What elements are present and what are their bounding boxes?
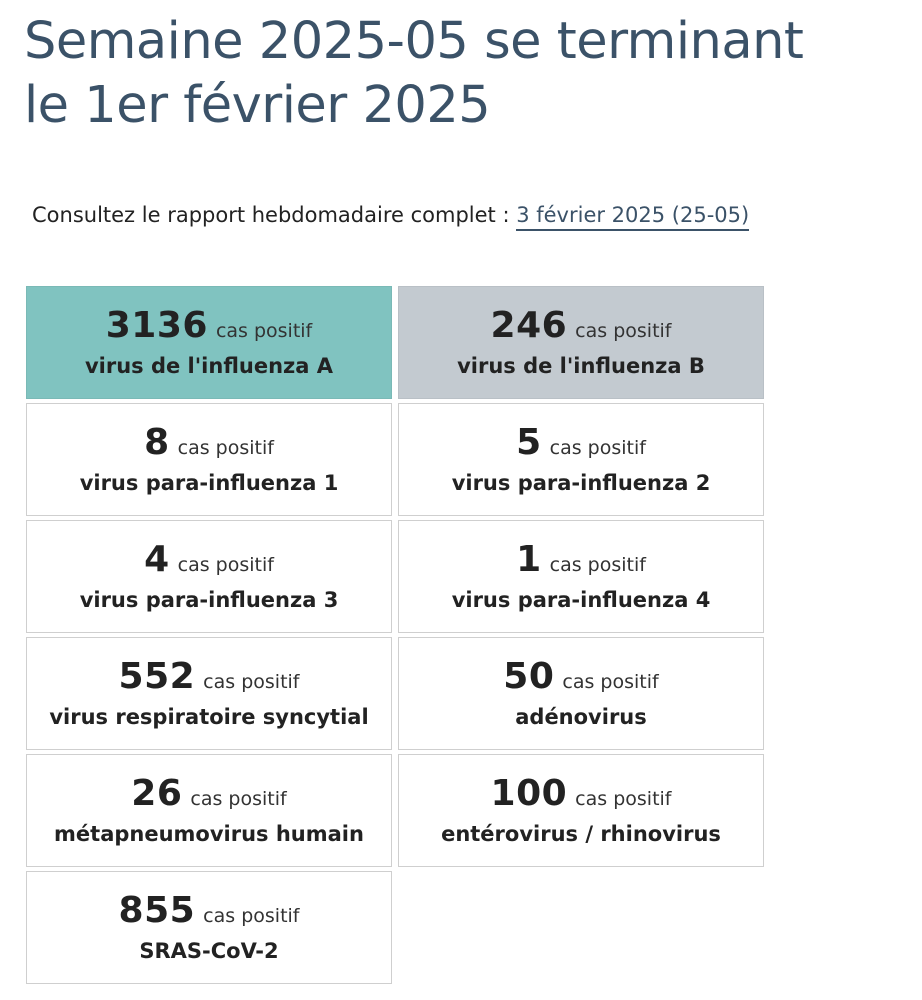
case-unit: cas positif (562, 670, 659, 693)
card-adenovirus[interactable] (398, 637, 764, 750)
card-parainfluenza-4[interactable] (398, 520, 764, 633)
virus-name: entérovirus / rhinovirus (441, 821, 721, 846)
virus-name: métapneumovirus humain (54, 821, 364, 846)
case-unit: cas positif (177, 436, 274, 459)
virus-name: virus para-influenza 2 (451, 470, 711, 495)
case-unit: cas positif (203, 670, 300, 693)
case-unit: cas positif (549, 436, 646, 459)
card-human-metapneumovirus[interactable] (26, 754, 392, 867)
case-count: 246 (490, 304, 568, 346)
virus-name: virus para-influenza 1 (79, 470, 339, 495)
case-unit: cas positif (203, 904, 300, 927)
virus-card-grid (26, 286, 764, 984)
case-unit: cas positif (190, 787, 287, 810)
card-influenza-a[interactable] (26, 286, 392, 399)
card-parainfluenza-3[interactable] (26, 520, 392, 633)
virus-name: adénovirus (515, 704, 647, 729)
case-count: 1 (516, 538, 542, 580)
virus-name: virus para-influenza 3 (79, 587, 339, 612)
card-rsv[interactable] (26, 637, 392, 750)
report-line (32, 203, 749, 227)
virus-name: virus respiratoire syncytial (49, 704, 369, 729)
virus-name: virus para-influenza 4 (451, 587, 711, 612)
case-count: 4 (144, 538, 170, 580)
card-sars-cov-2[interactable] (26, 871, 392, 984)
count-line (118, 889, 300, 931)
case-unit: cas positif (177, 553, 274, 576)
page-title (24, 10, 914, 138)
case-count: 100 (490, 772, 568, 814)
card-influenza-b[interactable] (398, 286, 764, 399)
count-line (144, 538, 274, 580)
virus-name: virus de l'influenza A (84, 353, 334, 378)
count-line (131, 772, 287, 814)
count-line (144, 421, 274, 463)
page-title-line-2: le 1er février 2025 (24, 76, 491, 135)
count-line (516, 421, 646, 463)
report-prefix: Consultez le rapport hebdomadaire complet : (32, 203, 517, 227)
page-title-line-1: Semaine 2025-05 se terminant (24, 12, 804, 71)
count-line (118, 655, 300, 697)
case-count: 50 (503, 655, 555, 697)
count-line (516, 538, 646, 580)
case-count: 855 (118, 889, 196, 931)
count-line (490, 304, 672, 346)
case-unit: cas positif (549, 553, 646, 576)
count-line (490, 772, 672, 814)
case-unit: cas positif (215, 319, 313, 342)
case-count: 5 (516, 421, 542, 463)
full-report-link[interactable]: 3 février 2025 (25-05) (516, 203, 749, 231)
case-count: 26 (131, 772, 183, 814)
case-unit: cas positif (575, 787, 672, 810)
virus-name: SRAS-CoV-2 (139, 938, 279, 963)
card-parainfluenza-2[interactable] (398, 403, 764, 516)
card-enterovirus-rhinovirus[interactable] (398, 754, 764, 867)
count-line (503, 655, 659, 697)
card-parainfluenza-1[interactable] (26, 403, 392, 516)
case-unit: cas positif (575, 319, 672, 342)
count-line (105, 304, 313, 346)
case-count: 3136 (105, 304, 208, 346)
virus-name: virus de l'influenza B (457, 353, 705, 378)
case-count: 552 (118, 655, 196, 697)
case-count: 8 (144, 421, 170, 463)
